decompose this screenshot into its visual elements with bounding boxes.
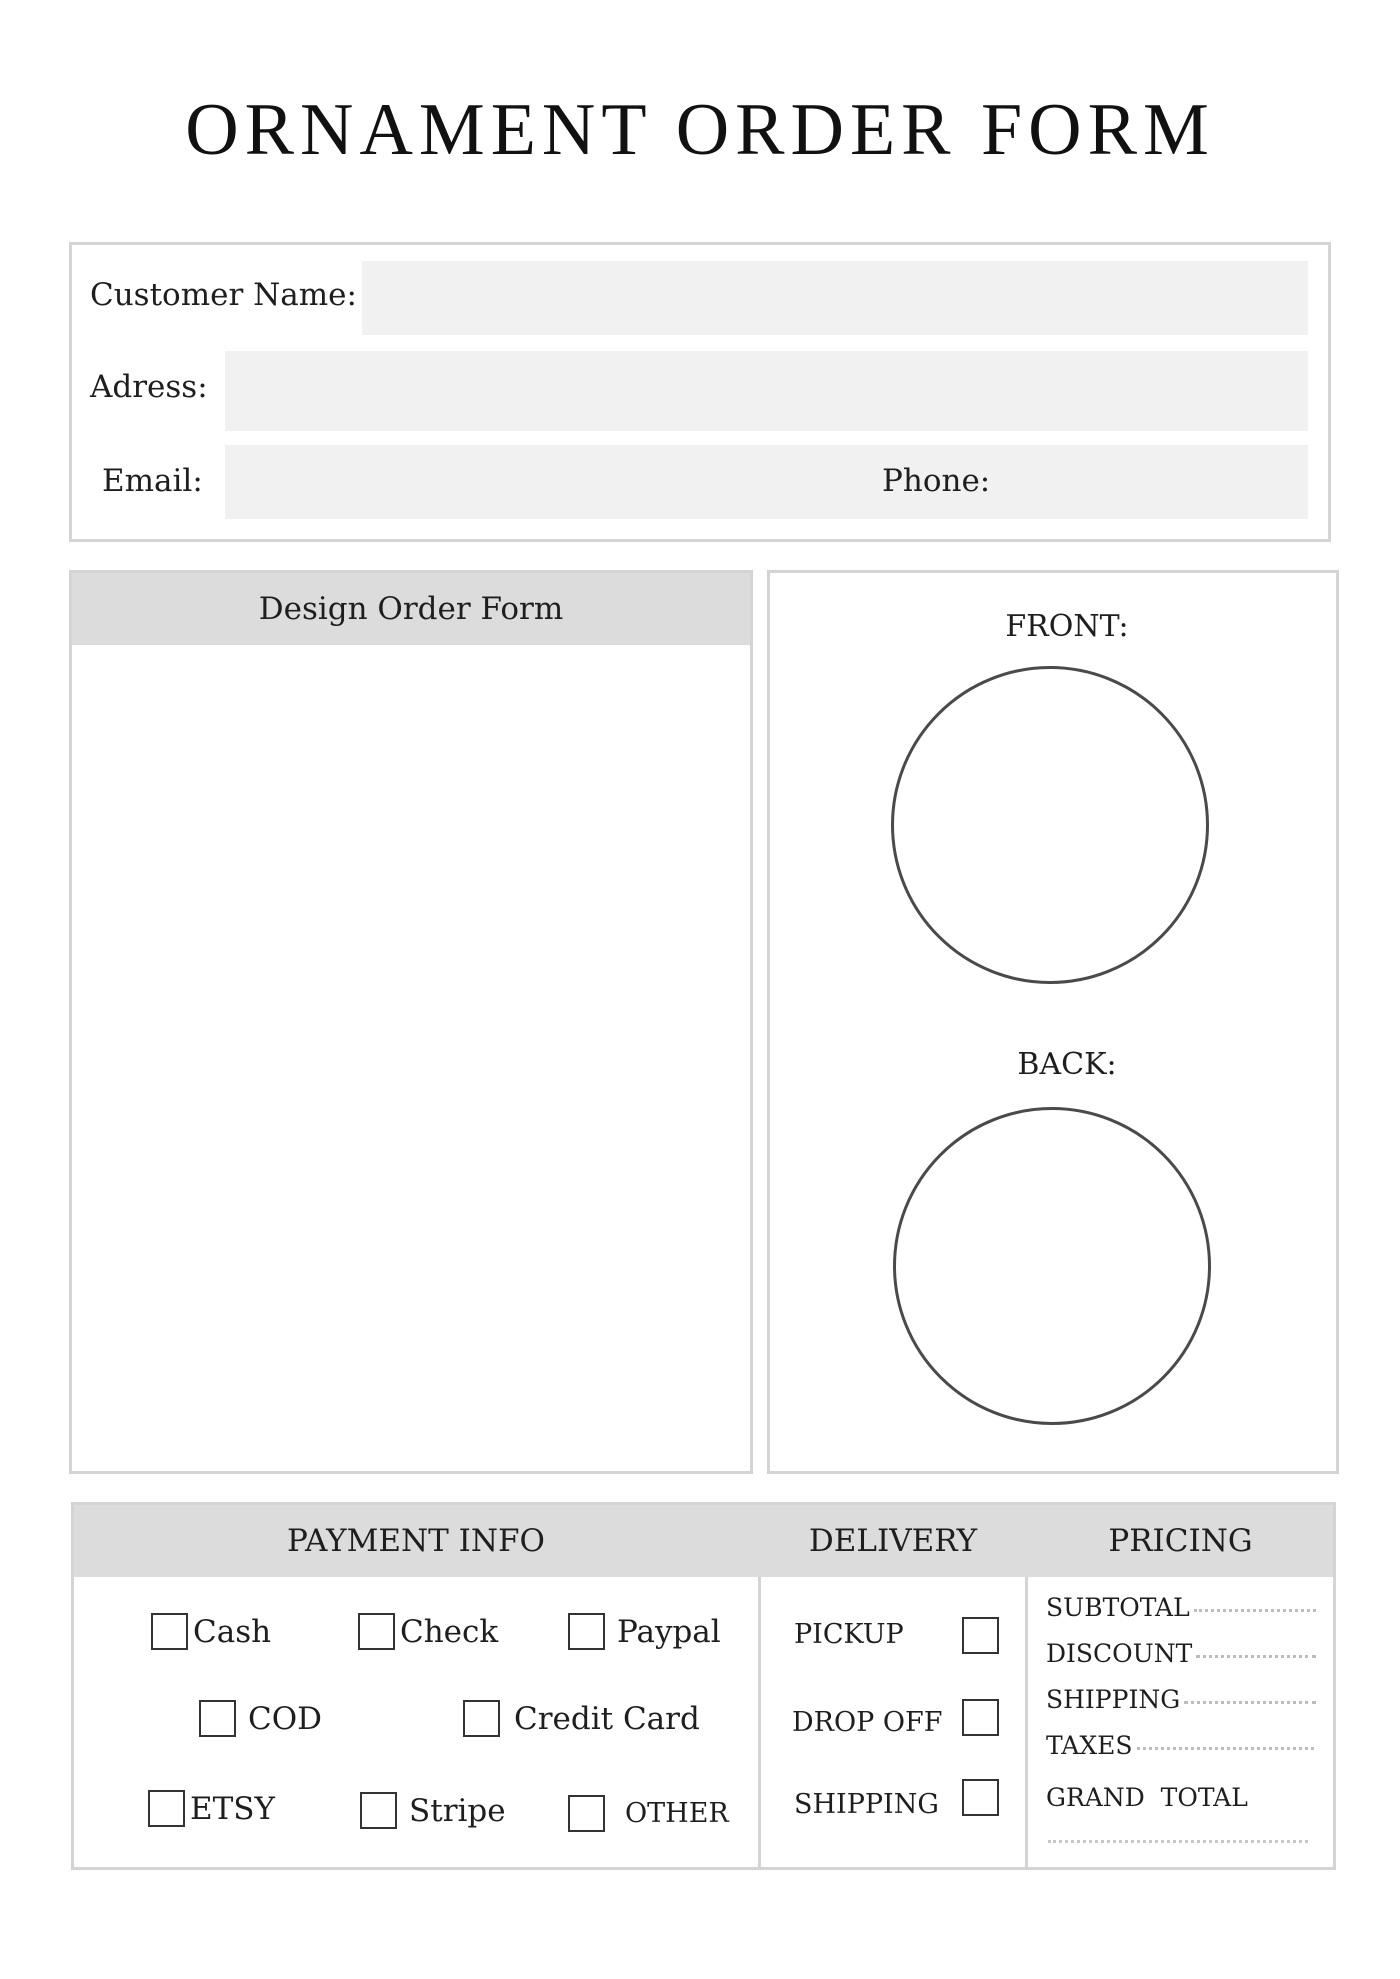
dotted-leader [1137, 1747, 1314, 1750]
payment-option-label: Credit Card [514, 1700, 700, 1737]
pricing-row-taxes [1046, 1731, 1314, 1760]
payment-option-cod[interactable] [199, 1700, 322, 1737]
customer-name-label: Customer Name: [90, 277, 357, 313]
payment-option-label: ETSY [190, 1790, 276, 1827]
checkbox[interactable] [568, 1795, 605, 1832]
front-label: FRONT: [1005, 609, 1129, 644]
checkbox[interactable] [568, 1613, 605, 1650]
delivery-option-label: DROP OFF [792, 1707, 943, 1738]
address-label: Adress: [90, 369, 208, 405]
pricing-row-discount [1046, 1639, 1316, 1668]
column-divider [1025, 1577, 1028, 1867]
phone-label: Phone: [882, 463, 991, 499]
dotted-leader [1196, 1655, 1316, 1658]
payment-option-label: Check [400, 1613, 499, 1650]
ornament-preview-section [767, 570, 1339, 1474]
delivery-option-label: PICKUP [794, 1619, 904, 1650]
payment-option-check[interactable] [358, 1613, 498, 1650]
payment-option-other[interactable] [568, 1795, 729, 1832]
payment-option-credit-card[interactable] [463, 1700, 700, 1737]
payment-option-label: Cash [193, 1613, 272, 1650]
payment-info-header: PAYMENT INFO [74, 1505, 758, 1577]
payment-option-paypal[interactable] [568, 1613, 721, 1650]
delivery-dropoff-checkbox[interactable] [962, 1699, 999, 1736]
pricing-row-label: SUBTOTAL [1046, 1593, 1190, 1622]
page-title: ORNAMENT ORDER FORM [185, 89, 1215, 171]
order-details-section [71, 1502, 1336, 1870]
email-label: Email: [102, 463, 203, 499]
address-field[interactable] [225, 351, 1308, 431]
payment-option-label: Paypal [617, 1613, 721, 1650]
checkbox[interactable] [358, 1613, 395, 1650]
pricing-row-label: DISCOUNT [1046, 1639, 1193, 1668]
pricing-row-label: TAXES [1046, 1731, 1133, 1760]
payment-option-label: Stripe [409, 1792, 506, 1829]
back-circle[interactable] [893, 1107, 1211, 1425]
customer-name-field[interactable] [362, 261, 1308, 335]
front-circle[interactable] [891, 666, 1209, 984]
delivery-option-label: SHIPPING [794, 1789, 939, 1820]
design-drawing-area[interactable] [72, 645, 750, 1471]
payment-option-label: COD [248, 1700, 322, 1737]
back-label: BACK: [1017, 1047, 1117, 1082]
checkbox[interactable] [360, 1792, 397, 1829]
delivery-shipping-checkbox[interactable] [962, 1779, 999, 1816]
checkbox[interactable] [151, 1613, 188, 1650]
pricing-row-subtotal [1046, 1593, 1316, 1622]
delivery-header: DELIVERY [758, 1505, 1028, 1577]
email-phone-field[interactable] [225, 445, 1308, 519]
customer-info-section [69, 242, 1331, 542]
delivery-pickup-checkbox[interactable] [962, 1617, 999, 1654]
design-section [69, 570, 753, 1474]
payment-option-etsy[interactable] [148, 1790, 275, 1827]
checkbox[interactable] [199, 1700, 236, 1737]
grand-total-label: GRAND TOTAL [1046, 1783, 1248, 1812]
payment-option-label: OTHER [625, 1798, 729, 1829]
payment-option-stripe[interactable] [360, 1792, 506, 1829]
dotted-leader [1184, 1701, 1316, 1704]
payment-option-cash[interactable] [151, 1613, 271, 1650]
dotted-leader [1194, 1609, 1316, 1612]
design-header: Design Order Form [72, 573, 750, 645]
checkbox[interactable] [148, 1790, 185, 1827]
checkbox[interactable] [463, 1700, 500, 1737]
pricing-row-grand-total [1046, 1783, 1306, 1812]
column-divider [758, 1577, 761, 1867]
pricing-header: PRICING [1028, 1505, 1333, 1577]
pricing-row-shipping [1046, 1685, 1316, 1714]
grand-total-dotted-line [1048, 1840, 1308, 1843]
pricing-row-label: SHIPPING [1046, 1685, 1181, 1714]
